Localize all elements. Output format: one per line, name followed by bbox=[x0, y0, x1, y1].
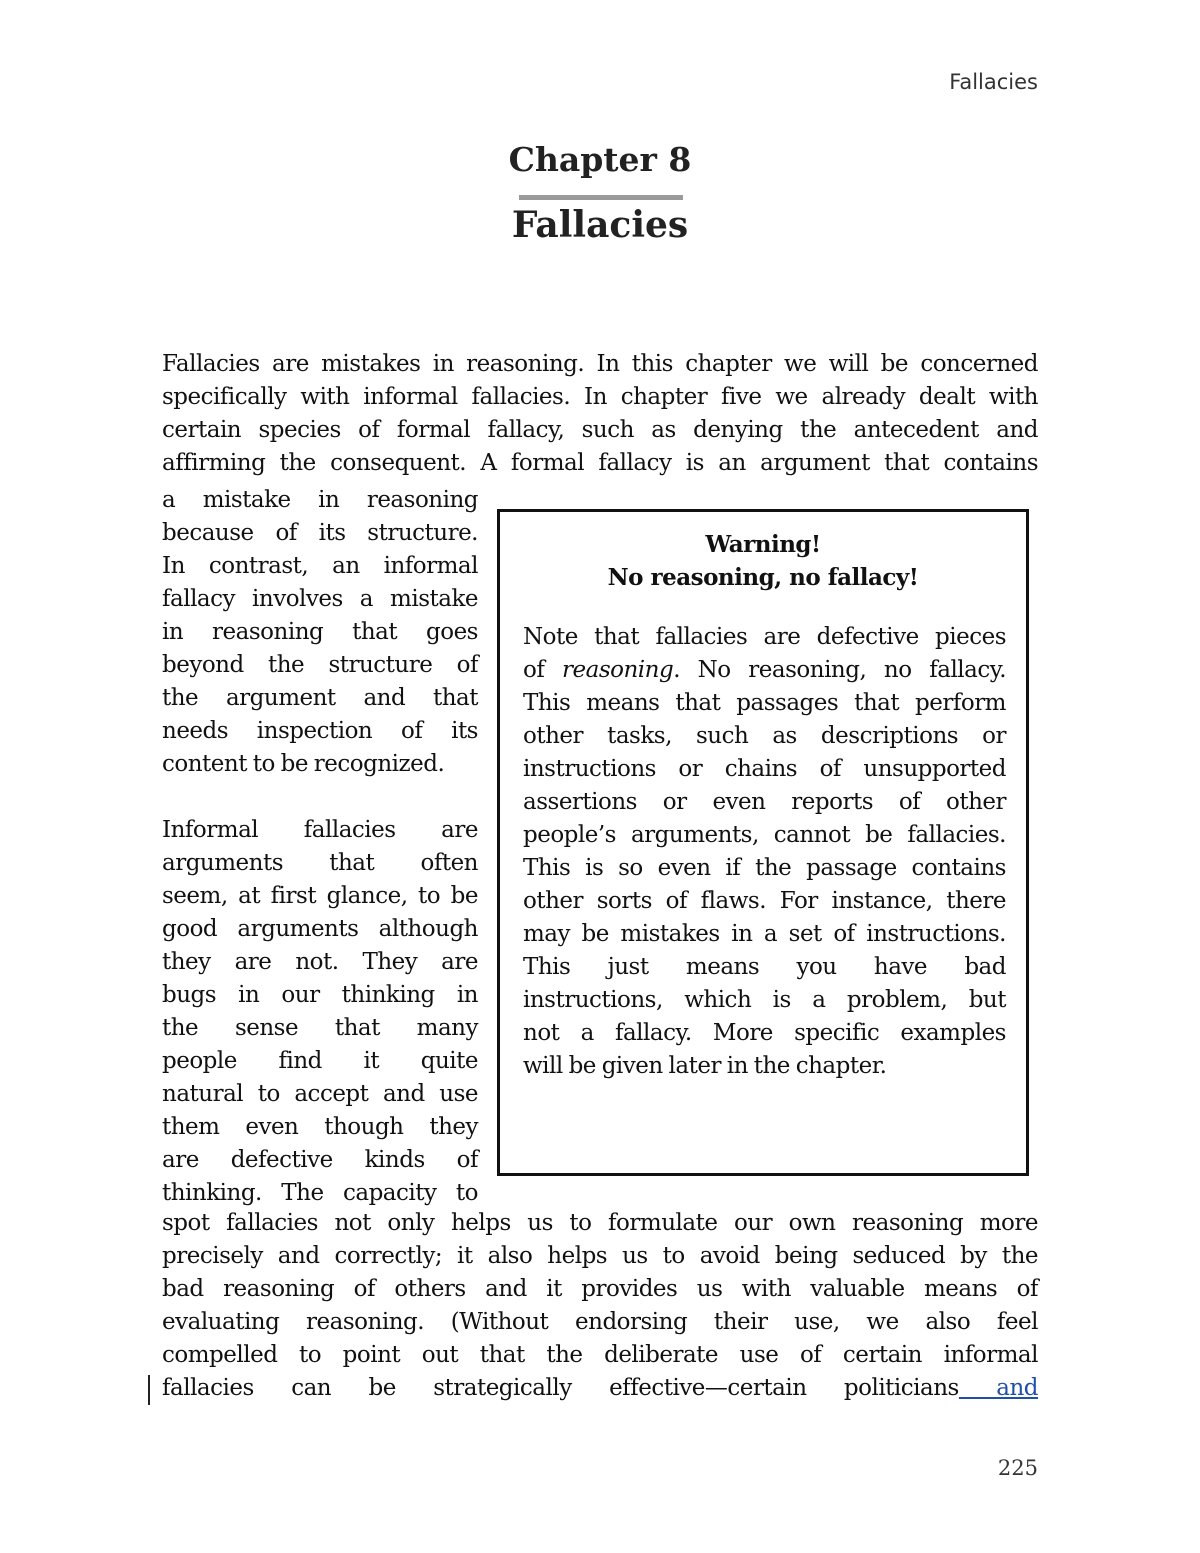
intro-line: specifically with informal fallacies. In chapter five we already dealt with bbox=[162, 384, 1038, 410]
column-line: in reasoning that goes bbox=[162, 619, 478, 645]
column-line: good arguments although bbox=[162, 916, 478, 942]
emphasis-reasoning: reasoning bbox=[562, 657, 674, 683]
chapter-divider-rule bbox=[519, 195, 683, 200]
warning-line-part: of bbox=[523, 657, 563, 683]
column-line: the sense that many bbox=[162, 1015, 478, 1041]
and-link[interactable]: and bbox=[958, 1375, 1038, 1401]
warning-heading bbox=[500, 528, 1026, 594]
intro-paragraph bbox=[162, 348, 1038, 480]
column-line: the argument and that bbox=[162, 685, 478, 711]
column-line: In contrast, an informal bbox=[162, 553, 478, 579]
paragraph-gap bbox=[162, 781, 478, 814]
column-line: a mistake in reasoning bbox=[162, 487, 478, 513]
warning-line: will be given later in the chapter. bbox=[523, 1053, 887, 1079]
column-line: thinking. The capacity to bbox=[162, 1180, 478, 1206]
warning-line: not a fallacy. More specific examples bbox=[523, 1020, 1006, 1046]
warning-line: other sorts of flaws. For instance, there bbox=[523, 888, 1006, 914]
warning-subtitle: No reasoning, no fallacy! bbox=[607, 564, 919, 591]
column-line: people find it quite bbox=[162, 1048, 478, 1074]
warning-title: Warning! bbox=[705, 531, 821, 558]
running-head: Fallacies bbox=[949, 70, 1038, 94]
chapter-number: Chapter 8 bbox=[508, 140, 692, 179]
chapter-title: Fallacies bbox=[511, 204, 689, 246]
revision-change-bar bbox=[148, 1375, 150, 1405]
body-line: spot fallacies not only helps us to formulate our own reasoning more bbox=[162, 1210, 1038, 1236]
warning-box bbox=[497, 509, 1029, 1176]
body-line-text: fallacies can be strategically effective—certain politicians bbox=[162, 1375, 959, 1401]
page-number: 225 bbox=[997, 1456, 1038, 1480]
continuation-paragraph bbox=[162, 1207, 1038, 1405]
warning-line-part: . No reasoning, no fallacy. bbox=[673, 657, 1007, 683]
warning-line: This is so even if the passage contains bbox=[523, 855, 1006, 881]
warning-line bbox=[523, 654, 1006, 687]
column-line: them even though they bbox=[162, 1114, 478, 1140]
column-line: bugs in our thinking in bbox=[162, 982, 478, 1008]
intro-line: certain species of formal fallacy, such as denying the antecedent and bbox=[162, 417, 1038, 443]
body-line: bad reasoning of others and it provides us with valuable means of bbox=[162, 1276, 1038, 1302]
warning-body bbox=[523, 621, 1006, 1083]
intro-line: Fallacies are mistakes in reasoning. In this chapter we will be concerned bbox=[162, 351, 1038, 377]
column-line: seem, at first glance, to be bbox=[162, 883, 478, 909]
warning-line: Note that fallacies are defective pieces bbox=[523, 624, 1006, 650]
column-line: content to be recognized. bbox=[162, 751, 445, 777]
warning-line: assertions or even reports of other bbox=[523, 789, 1006, 815]
column-line: beyond the structure of bbox=[162, 652, 478, 678]
column-line: needs inspection of its bbox=[162, 718, 478, 744]
warning-line: This just means you have bad bbox=[523, 954, 1006, 980]
warning-line: people’s arguments, cannot be fallacies. bbox=[523, 822, 1006, 848]
column-line: natural to accept and use bbox=[162, 1081, 478, 1107]
warning-line: instructions or chains of unsupported bbox=[523, 756, 1006, 782]
column-line: arguments that often bbox=[162, 850, 478, 876]
column-line: are defective kinds of bbox=[162, 1147, 478, 1173]
body-line bbox=[162, 1372, 1038, 1405]
column-line: fallacy involves a mistake bbox=[162, 586, 478, 612]
warning-line: other tasks, such as descriptions or bbox=[523, 723, 1006, 749]
body-line: compelled to point out that the deliberate use of certain informal bbox=[162, 1342, 1038, 1368]
warning-line: instructions, which is a problem, but bbox=[523, 987, 1006, 1013]
column-line: Informal fallacies are bbox=[162, 817, 478, 843]
body-line: precisely and correctly; it also helps us to avoid being seduced by the bbox=[162, 1243, 1038, 1269]
column-line: they are not. They are bbox=[162, 949, 478, 975]
left-column-text bbox=[162, 484, 478, 1210]
warning-line: may be mistakes in a set of instructions. bbox=[523, 921, 1006, 947]
intro-line: affirming the consequent. A formal fallacy is an argument that contains bbox=[162, 450, 1038, 476]
body-line: evaluating reasoning. (Without endorsing their use, we also feel bbox=[162, 1309, 1038, 1335]
column-line: because of its structure. bbox=[162, 520, 478, 546]
warning-line: This means that passages that perform bbox=[523, 690, 1006, 716]
